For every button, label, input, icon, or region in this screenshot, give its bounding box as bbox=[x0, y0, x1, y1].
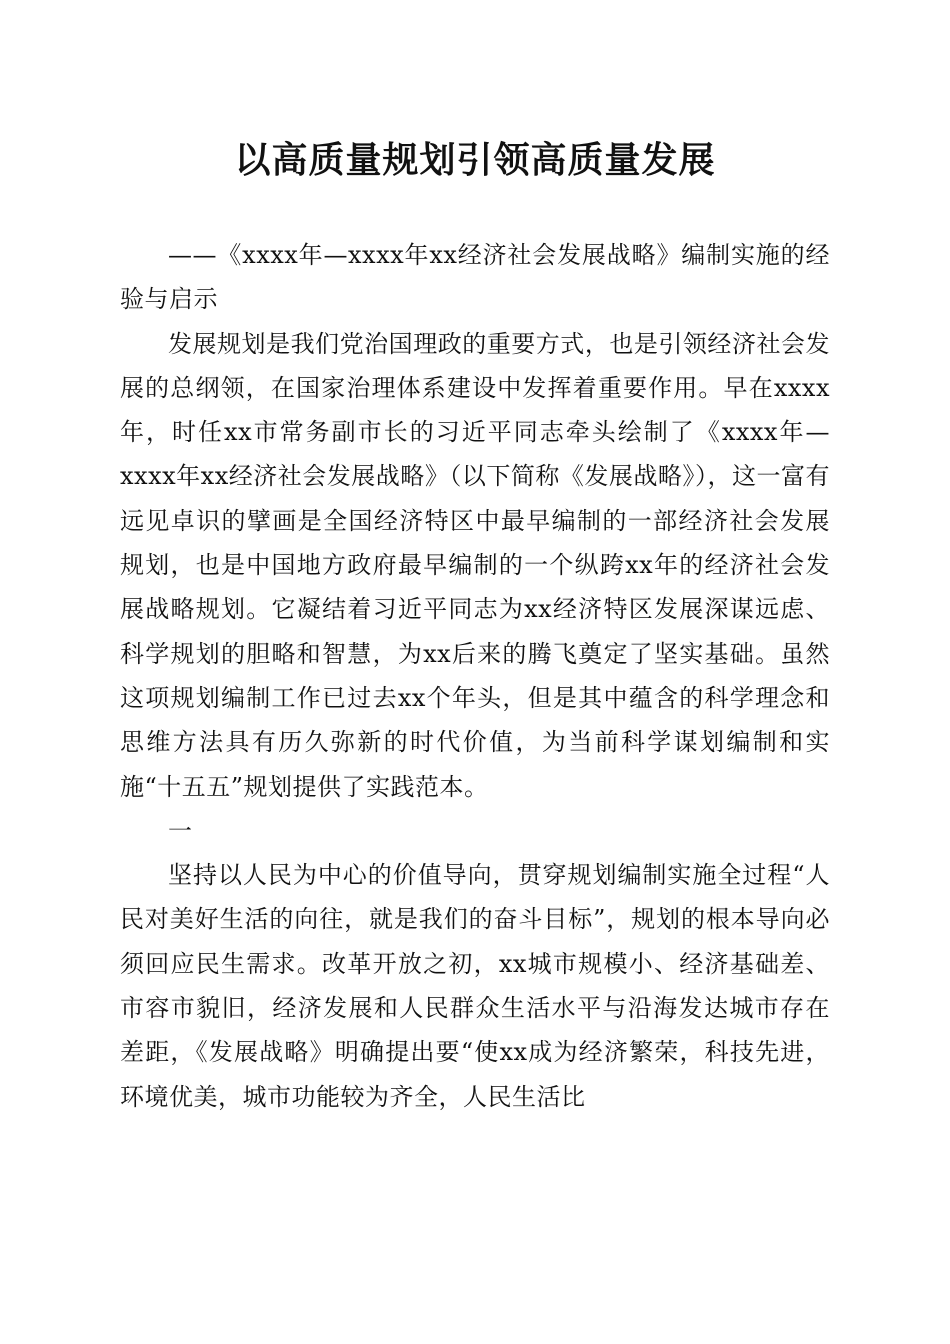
section-number: 一 bbox=[168, 816, 193, 845]
document-body bbox=[120, 233, 830, 1119]
section-paragraph: 坚持以人民为中心的价值导向，贯穿规划编制实施全过程“人民对美好生活的向往，就是我们的奋斗目标”，规划的根本导向必须回应民生需求。改革开放之初，xx城市规模小、经济基础差、市容市貌旧，经济发展和人民群众生活水平与沿海发达城市存在差距，《发展战略》明确提出要“使xx成为经济繁荣，科技先进，环境优美，城市功能较为齐全，人民生活比 bbox=[120, 861, 830, 1111]
subtitle-paragraph: ——《xxxx年—xxxx年xx经济社会发展战略》编制实施的经验与启示 bbox=[120, 241, 830, 314]
intro-paragraph: 发展规划是我们党治国理政的重要方式，也是引领经济社会发展的总纲领，在国家治理体系建设中发挥着重要作用。早在xxxx年，时任xx市常务副市长的习近平同志牵头绘制了《xxxx年—xxxx年xx经济社会发展战略》（以下简称《发展战略》），这一富有远见卓识的擘画是全国经济特区中最早编制的一部经济社会发展规划，也是中国地方政府最早编制的一个纵跨xx年的经济社会发展战略规划。它凝结着习近平同志为xx经济特区发展深谋远虑、科学规划的胆略和智慧，为xx后来的腾飞奠定了坚实基础。虽然这项规划编制工作已过去xx个年头，但是其中蕴含的科学理念和思维方法具有历久弥新的时代价值，为当前科学谋划编制和实施“十五五”规划提供了实践范本。 bbox=[120, 329, 830, 801]
document-title: 以高质量规划引领高质量发展 bbox=[234, 139, 716, 181]
